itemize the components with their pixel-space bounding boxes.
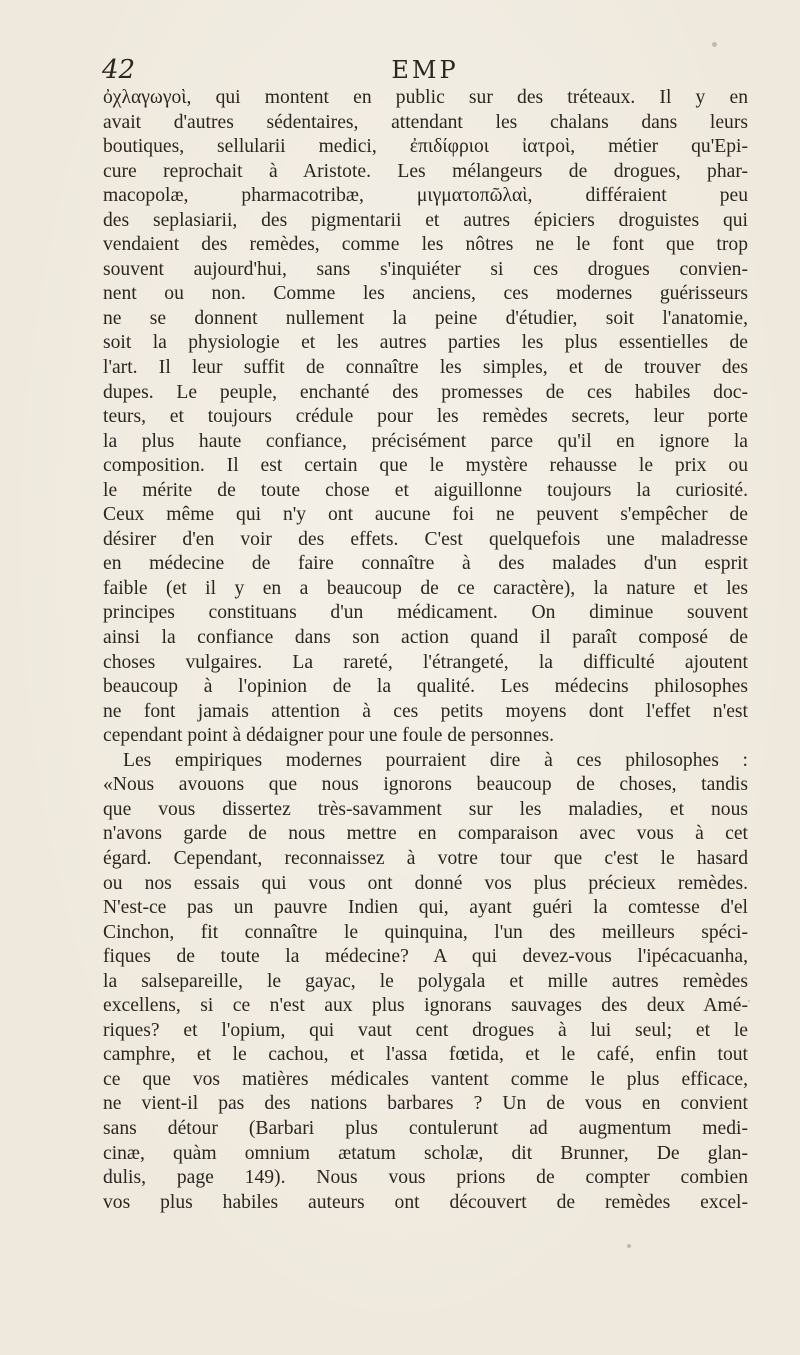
page-number: 42	[102, 55, 136, 85]
text-line: macopolæ, pharmacotribæ, μιγματοπῶλαὶ, différaient peu	[103, 185, 748, 207]
text-line: soit la physiologie et les autres parties les plus essentielles de	[103, 332, 748, 354]
text-line: beaucoup à l'opinion de la qualité. Les médecins philosophes	[103, 676, 748, 698]
text-line: égard. Cependant, reconnaissez à votre tour que c'est le hasard	[103, 847, 748, 869]
text-line: Cinchon, fit connaître le quinquina, l'un des meilleurs spéci-	[103, 921, 748, 943]
text-line: ne font jamais attention à ces petits moyens dont l'effet n'est	[103, 700, 748, 722]
text-line: cependant point à dédaigner pour une foule de personnes.	[103, 725, 555, 747]
text-line: souvent aujourd'hui, sans s'inquiéter si ces drogues convien-	[103, 258, 748, 280]
text-line: fiques de toute la médecine? A qui devez-vous l'ipécacuanha,	[103, 946, 748, 968]
text-line: ainsi la confiance dans son action quand il paraît composé de	[103, 627, 748, 649]
text-line: que vous dissertez très-savamment sur les maladies, et nous	[103, 798, 748, 820]
text-line: ὀχλαγωγοὶ, qui montent en public sur des tréteaux. Il y en	[103, 87, 748, 108]
text-line: «Nous avouons que nous ignorons beaucoup de choses, tandis	[103, 774, 748, 796]
text-line: des seplasiarii, des pigmentarii et autres épiciers droguistes qui	[103, 209, 748, 231]
body-text	[103, 86, 748, 1215]
text-line: la salsepareille, le gayac, le polygala et mille autres remèdes	[103, 970, 748, 992]
text-line: boutiques, sellularii medici, ἐπιδίφριοι ἰατροὶ, métier qu'Epi-	[103, 136, 748, 158]
text-line: riques? et l'opium, qui vaut cent drogues à lui seul; et le	[103, 1019, 748, 1041]
text-line: choses vulgaires. La rareté, l'étrangeté, la difficulté ajoutent	[103, 651, 748, 673]
text-line: en médecine de faire connaître à des malades d'un esprit	[103, 553, 748, 575]
text-line: faible (et il y en a beaucoup de ce caractère), la nature et les	[103, 577, 748, 599]
text-line: composition. Il est certain que le mystère rehausse le prix ou	[103, 455, 748, 477]
text-line: l'art. Il leur suffit de connaître les simples, et de trouver des	[103, 357, 748, 379]
paper-speck	[748, 1000, 750, 1002]
text-line: ne se donnent nullement la peine d'étudier, soit l'anatomie,	[103, 307, 748, 329]
text-line: vendaient des remèdes, comme les nôtres ne le font que trop	[103, 234, 748, 256]
text-line: avait d'autres sédentaires, attendant les chalans dans leurs	[103, 111, 748, 133]
text-line: ne vient-il pas des nations barbares ? Un de vous en convient	[103, 1093, 748, 1115]
text-line: nent ou non. Comme les anciens, ces modernes guérisseurs	[103, 283, 748, 305]
text-line: N'est-ce pas un pauvre Indien qui, ayant guéri la comtesse d'el	[103, 897, 748, 919]
text-line: vos plus habiles auteurs ont découvert de remèdes excel-	[103, 1191, 748, 1213]
text-line: désirer d'en voir des effets. C'est quelquefois une maladresse	[103, 528, 748, 550]
text-line: teurs, et toujours crédule pour les remèdes secrets, leur porte	[103, 406, 748, 428]
text-line: Les empiriques modernes pourraient dire à ces philosophes :	[123, 749, 748, 771]
text-line: excellens, si ce n'est aux plus ignorans sauvages des deux Amé-	[103, 995, 748, 1017]
text-line: cure reprochait à Aristote. Les mélangeurs de drogues, phar-	[103, 160, 748, 182]
text-line: dulis, page 149). Nous vous prions de compter combien	[103, 1167, 748, 1189]
text-line: camphre, et le cachou, et l'assa fœtida, et le café, enfin tout	[103, 1044, 748, 1066]
text-line: ou nos essais qui vous ont donné vos plus précieux remèdes.	[103, 872, 748, 894]
text-line: Ceux même qui n'y ont aucune foi ne peuvent s'empêcher de	[103, 504, 748, 526]
text-line: n'avons garde de nous mettre en comparaison avec vous à cet	[103, 823, 748, 845]
text-line: sans détour (Barbari plus contulerunt ad augmentum medi-	[103, 1117, 748, 1139]
text-line: cinæ, quàm omnium ætatum scholæ, dit Brunner, De glan-	[103, 1142, 748, 1164]
paper-speck	[712, 42, 717, 47]
text-line: ce que vos matières médicales vantent comme le plus efficace,	[103, 1068, 748, 1090]
text-line: la plus haute confiance, précisément parce qu'il en ignore la	[103, 430, 748, 452]
text-line: dupes. Le peuple, enchanté des promesses de ces habiles doc-	[103, 381, 748, 403]
paper-speck	[627, 1244, 631, 1248]
running-head	[100, 52, 750, 88]
running-title: EMP	[391, 56, 459, 84]
text-line: principes constituans d'un médicament. On diminue souvent	[103, 602, 748, 624]
text-line: le mérite de toute chose et aiguillonne toujours la curiosité.	[103, 479, 748, 501]
